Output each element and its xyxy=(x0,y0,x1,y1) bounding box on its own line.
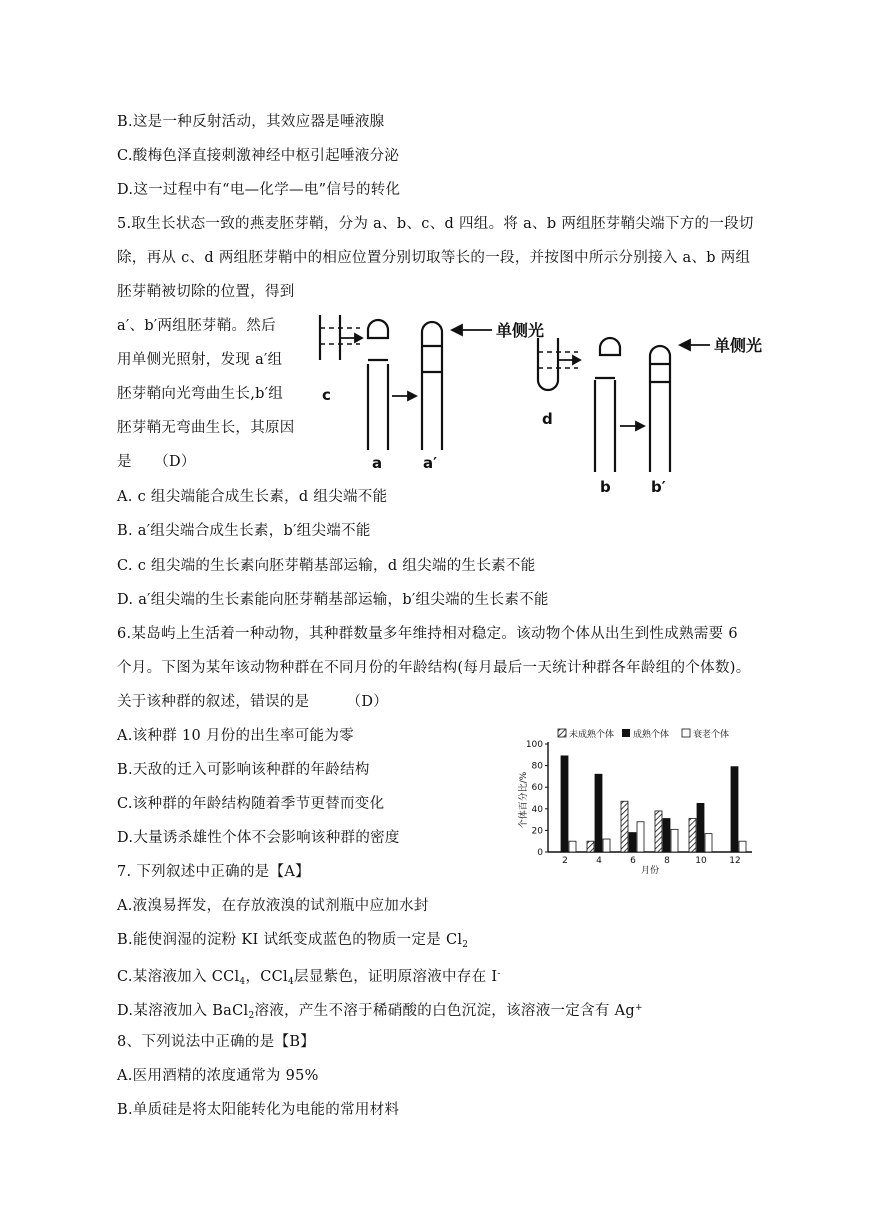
option-5b: B. a′组尖端合成生长素，b′组尖端不能 xyxy=(117,523,371,539)
bar-senile xyxy=(637,822,644,852)
bar-senile xyxy=(705,834,712,852)
option-5a: A. c 组尖端能合成生长素，d 组尖端不能 xyxy=(117,489,388,505)
legend-label-mature: 成熟个体 xyxy=(633,730,670,740)
chart-legend xyxy=(558,728,729,740)
y-tick-label: 60 xyxy=(531,783,543,794)
question-7: 7. 下列叙述中正确的是【A】 xyxy=(117,864,310,880)
x-tick-label: 2 xyxy=(562,856,568,866)
bar-senile xyxy=(671,829,678,852)
x-tick-label: 8 xyxy=(664,856,670,866)
tip-d xyxy=(600,338,620,355)
question-5-line2: 除，再从 c、d 两组胚芽鞘中的相应位置分别切取等长的一段，并按图中所示分别接入 a、b 两组 xyxy=(117,250,751,266)
light-label-1: 单侧光 xyxy=(496,321,545,340)
bar-mature xyxy=(731,767,738,852)
question-5-line3: 胚芽鞘被切除的位置，得到 xyxy=(117,284,295,300)
option-8a: A.医用酒精的浓度通常为 95% xyxy=(117,1068,319,1084)
label-c: c xyxy=(322,386,331,404)
option-6c: C.该种群的年龄结构随着季节更替而变化 xyxy=(117,796,385,812)
x-axis-label: 月份 xyxy=(640,866,660,876)
x-tick-label: 10 xyxy=(695,856,707,866)
bar-immature xyxy=(587,841,594,852)
y-tick-label: 100 xyxy=(525,740,543,750)
bar-immature xyxy=(655,811,662,852)
option-5c: C. c 组尖端的生长素向胚芽鞘基部运输，d 组尖端的生长素不能 xyxy=(117,558,536,574)
light-label-2: 单侧光 xyxy=(714,336,763,355)
y-axis-label: 个体百分比/% xyxy=(519,771,529,829)
question-5-line5: 用单侧光照射，发现 a′组 xyxy=(117,352,283,368)
question-8: 8、下列说法中正确的是【B】 xyxy=(117,1034,316,1050)
option-6d: D.大量诱杀雄性个体不会影响该种群的密度 xyxy=(117,830,400,846)
label-a-prime: a′ xyxy=(423,454,438,472)
legend-swatch-immature xyxy=(558,729,566,737)
legend-label-senile: 衰老个体 xyxy=(693,730,730,740)
question-6-line3: 关于该种群的叙述，错误的是 （D） xyxy=(117,694,389,710)
option-7a: A.液溴易挥发，在存放液溴的试剂瓶中应加水封 xyxy=(117,898,429,914)
bar-mature xyxy=(629,833,636,852)
question-5-line6: 胚芽鞘向光弯曲生长,b′组 xyxy=(117,386,284,402)
option-4b: B.这是一种反射活动，其效应器是唾液腺 xyxy=(117,114,385,130)
option-4d: D.这一过程中有“电—化学—电”信号的转化 xyxy=(117,182,401,198)
y-tick-label: 20 xyxy=(531,826,543,837)
plot-area xyxy=(526,740,752,866)
legend-swatch-mature xyxy=(622,729,630,737)
bar-mature xyxy=(561,756,568,852)
question-5-line4: a′、b′两组胚芽鞘。然后 xyxy=(117,318,276,334)
question-6-line2: 个月。下图为某年该动物种群在不同月份的年龄结构(每月最后一天统计种群各年龄组的个体数)。 xyxy=(117,660,751,676)
label-d: d xyxy=(542,410,553,428)
label-a: a xyxy=(372,454,383,472)
question-5-line1: 5.取生长状态一致的燕麦胚芽鞘，分为 a、b、c、d 四组。将 a、b 两组胚芽鞘尖端下方的一段切 xyxy=(117,216,754,232)
question-6-line1: 6.某岛屿上生活着一种动物，其种群数量多年维持相对稳定。该动物个体从出生到性成熟需要 6 xyxy=(117,626,738,642)
option-4c: C.酸梅色泽直接刺激神经中枢引起唾液分泌 xyxy=(117,148,400,164)
y-tick-label: 40 xyxy=(531,804,543,815)
coleoptile-diagram xyxy=(310,300,780,500)
y-tick-label: 0 xyxy=(537,848,543,858)
age-structure-chart xyxy=(510,722,760,877)
bar-mature xyxy=(663,819,670,852)
label-b: b xyxy=(600,478,611,496)
x-tick-label: 4 xyxy=(596,856,602,866)
x-tick-label: 12 xyxy=(729,856,741,866)
label-b-prime: b′ xyxy=(651,478,666,496)
option-8b: B.单质硅是将太阳能转化为电能的常用材料 xyxy=(117,1102,400,1118)
bar-immature xyxy=(621,801,628,852)
tip-c xyxy=(368,320,388,338)
bar-mature xyxy=(595,774,602,852)
option-7b: B.能使润湿的淀粉 KI 试纸变成蓝色的物质一定是 $Cl_2$ xyxy=(117,932,469,950)
option-6a: A.该种群 10 月份的出生率可能为零 xyxy=(117,728,354,744)
question-5-line7: 胚芽鞘无弯曲生长，其原因 xyxy=(117,420,295,436)
option-7d: D.某溶液加入 BaCl$_2$溶液，产生不溶于稀硝酸的白色沉淀，该溶液一定含有 Ag+ xyxy=(117,1003,643,1021)
bar-senile xyxy=(569,841,576,852)
legend-label-immature: 未成熟个体 xyxy=(569,730,615,740)
bar-immature xyxy=(689,819,696,852)
option-7c: C.某溶液加入 CCl$_4$，CCl$_4$层显紫色，证明原溶液中存在 I- xyxy=(117,969,501,987)
option-5d: D. a′组尖端的生长素能向胚芽鞘基部运输，b′组尖端的生长素不能 xyxy=(117,592,549,608)
coleoptile-a-prime xyxy=(422,322,442,450)
option-6b: B.天敌的迁入可影响该种群的年龄结构 xyxy=(117,762,370,778)
bar-senile xyxy=(603,839,610,852)
x-tick-label: 6 xyxy=(630,856,636,866)
question-5-line8: 是 （D） xyxy=(117,454,196,470)
bar-senile xyxy=(739,841,746,852)
y-tick-label: 80 xyxy=(531,761,543,772)
bar-mature xyxy=(697,803,704,852)
legend-swatch-senile xyxy=(682,729,690,737)
